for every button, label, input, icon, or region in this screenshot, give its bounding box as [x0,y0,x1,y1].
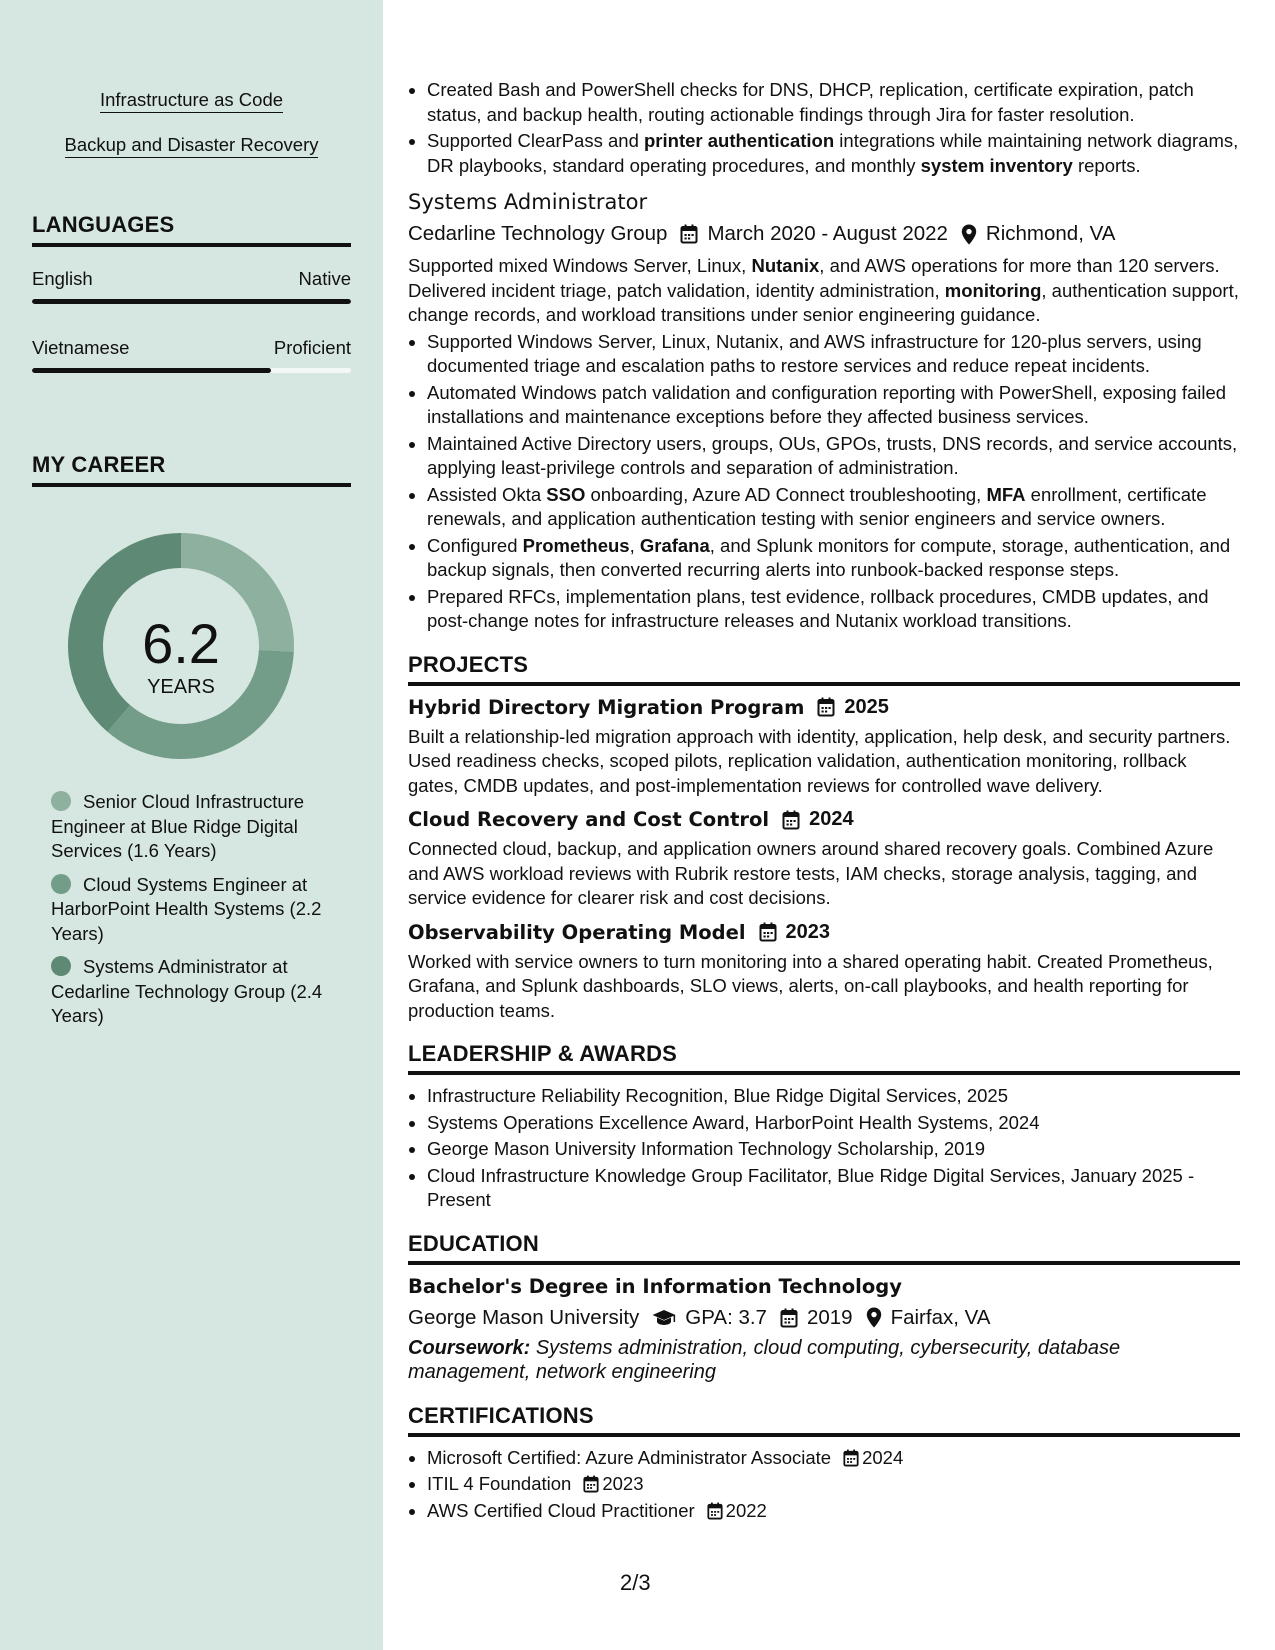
coursework [408,1336,1240,1385]
award-item: • George Mason University Information Technology Scholarship, 2019 [427,1137,1240,1162]
legend-dot-icon [51,791,71,811]
career-total-value: 6.2 [142,612,220,675]
page-number: 2/3 [620,1570,651,1595]
calendar-icon [759,922,777,942]
map-pin-icon [866,1307,882,1328]
legend-dot-icon [51,874,71,894]
project-year: 2024 [809,808,854,830]
award-item: • Infrastructure Reliability Recognition, Blue Ridge Digital Services, 2025 [427,1084,1240,1109]
education-heading: EDUCATION [408,1231,1240,1265]
bullet-item: • Created Bash and PowerShell checks for DNS, DHCP, replication, certificate expiration, patch status, and backup health, routing actionable findings through Jira for faster resolution. [427,78,1240,127]
career-legend [51,790,341,1038]
coursework-label: Coursework: [408,1336,531,1359]
calendar-icon [583,1475,599,1493]
coursework-text: Systems administration, cloud computing, cybersecurity, database management, network engineering [408,1336,1121,1383]
calendar-icon [780,1308,798,1328]
award-item: • Cloud Infrastructure Knowledge Group Facilitator, Blue Ridge Digital Services, January 2025 - Present [427,1164,1240,1213]
language-proficiency-fill [32,368,271,373]
project-title: Cloud Recovery and Cost Control [408,808,770,831]
bullet-item: • Configured Prometheus, Grafana, and Splunk monitors for compute, storage, authentication, and backup signals, then converted recurring alerts into runbook-backed response steps. [427,534,1240,583]
language-level: Proficient [273,337,351,358]
school-name: George Mason University [408,1305,640,1329]
map-pin-icon [961,224,977,245]
experience-bullets-continued [408,78,1240,178]
skill-item: Infrastructure as Code [0,89,383,111]
language-row [32,337,351,359]
role-bullets [408,330,1240,634]
language-name: Vietnamese [32,337,130,358]
project-description: Connected cloud, backup, and application owners around shared recovery goals. Combined Azure and AWS workload reviews with Rubrik restore tests, IAM checks, storage analysis, tagging, and service evidence for clearer risk and cost decisions. [408,838,1214,908]
role-location: Richmond, VA [985,222,1116,245]
role-meta [408,222,1240,246]
calendar-icon [817,697,835,717]
project-title-row [408,921,1240,944]
language-row [32,268,351,290]
career-heading: MY CAREER [32,452,351,487]
project-year: 2025 [844,695,889,718]
language-proficiency-bar [32,368,351,373]
certifications-list [408,1446,1240,1524]
project-title: Hybrid Directory Migration Program [408,695,805,719]
role-title: Systems Administrator [408,190,648,214]
project-description: Built a relationship-led migration approach with identity, application, help desk, and security partners. Used readiness checks, scoped pilots, replication validation, authentication monitoring, rollback gates, CMDB updates, and post-implementation reviews for controlled wave delivery. [408,725,1231,796]
language-name: English [32,268,93,289]
main-content [408,78,1240,1525]
certification-name: • Microsoft Certified: Azure Administrator Associate [427,1446,832,1468]
language-level: Native [298,268,351,289]
skill-item: Backup and Disaster Recovery [0,134,383,156]
project-description: Worked with service owners to turn monitoring into a shared operating habit. Created Prometheus, Grafana, and Splunk dashboards, SLO views, alerts, on-call playbooks, and health reporting for production teams. [408,950,1213,1021]
language-proficiency-fill [32,299,351,304]
bullet-item: • Maintained Active Directory users, groups, OUs, GPOs, trusts, DNS records, and service accounts, applying least-privilege controls and separation of administration. [427,432,1240,481]
calendar-icon [843,1449,859,1467]
certification-item [427,1472,1240,1497]
certification-name: • ITIL 4 Foundation [427,1473,572,1494]
certification-year: 2023 [602,1473,644,1494]
calendar-icon [782,810,800,830]
bullet-item: • Automated Windows patch validation and configuration reporting with PowerShell, exposing failed installations and maintenance exceptions before they affected business services. [427,381,1240,430]
certification-name: • AWS Certified Cloud Practitioner [427,1499,695,1521]
role-summary: Supported mixed Windows Server, Linux, Nutanix, and AWS operations for more than 120 servers. Delivered incident triage, patch validation, identity administration, monitoring, authentication support, change records, and workload transitions under senior engineering guidance. [408,255,1239,325]
projects-heading: PROJECTS [408,652,1240,686]
career-legend-item: Systems Administrator at Cedarline Technology Group (2.4 Years) [51,956,323,1026]
sidebar [0,0,383,1650]
certification-item [427,1446,1240,1471]
calendar-icon [680,224,698,244]
school-location: Fairfax, VA [890,1305,991,1329]
award-item: • Systems Operations Excellence Award, HarborPoint Health Systems, 2024 [427,1111,1240,1136]
awards-heading: LEADERSHIP & AWARDS [408,1041,1240,1075]
certifications-heading: CERTIFICATIONS [408,1403,1240,1437]
role-company: Cedarline Technology Group [408,222,668,245]
languages-heading: LANGUAGES [32,212,351,247]
degree-title: Bachelor's Degree in Information Technology [408,1274,902,1298]
certification-year: 2022 [725,1499,767,1521]
calendar-icon [707,1502,723,1520]
bullet-item: • Prepared RFCs, implementation plans, test evidence, rollback procedures, CMDB updates, and post-change notes for infrastructure releases and Nutanix workload transitions. [427,585,1240,634]
graduation-cap-icon [652,1309,676,1327]
bullet-item: • Supported Windows Server, Linux, Nutanix, and AWS infrastructure for 120-plus servers, using documented triage and escalation paths to restore services and reduce repeat incidents. [427,330,1240,379]
career-legend-item: Cloud Systems Engineer at HarborPoint Health Systems (2.2 Years) [51,873,322,944]
bullet-item: • Supported ClearPass and printer authentication integrations while maintaining network diagrams, DR playbooks, standard operating procedures, and monthly system inventory reports. [427,129,1240,178]
project-title: Observability Operating Model [408,920,746,944]
legend-dot-icon [51,956,71,976]
gpa: GPA: 3.7 [685,1305,767,1329]
language-proficiency-bar [32,299,351,304]
graduation-year: 2019 [806,1305,853,1329]
project-year: 2023 [785,920,831,943]
certification-year: 2024 [862,1446,904,1468]
career-total-unit: YEARS [147,676,215,698]
education-meta [408,1306,1240,1330]
awards-list [408,1084,1240,1213]
project-title-row [408,696,1240,719]
career-legend-item: Senior Cloud Infrastructure Engineer at Blue Ridge Digital Services (1.6 Years) [51,791,305,861]
project-title-row [408,808,1240,831]
bullet-item: • Assisted Okta SSO onboarding, Azure AD Connect troubleshooting, MFA enrollment, certificate renewals, and application authentication testing with senior engineers and service owners. [427,483,1240,532]
role-dates: March 2020 - August 2022 [707,222,948,245]
career-donut-chart [66,531,296,761]
certification-item [427,1499,1240,1524]
